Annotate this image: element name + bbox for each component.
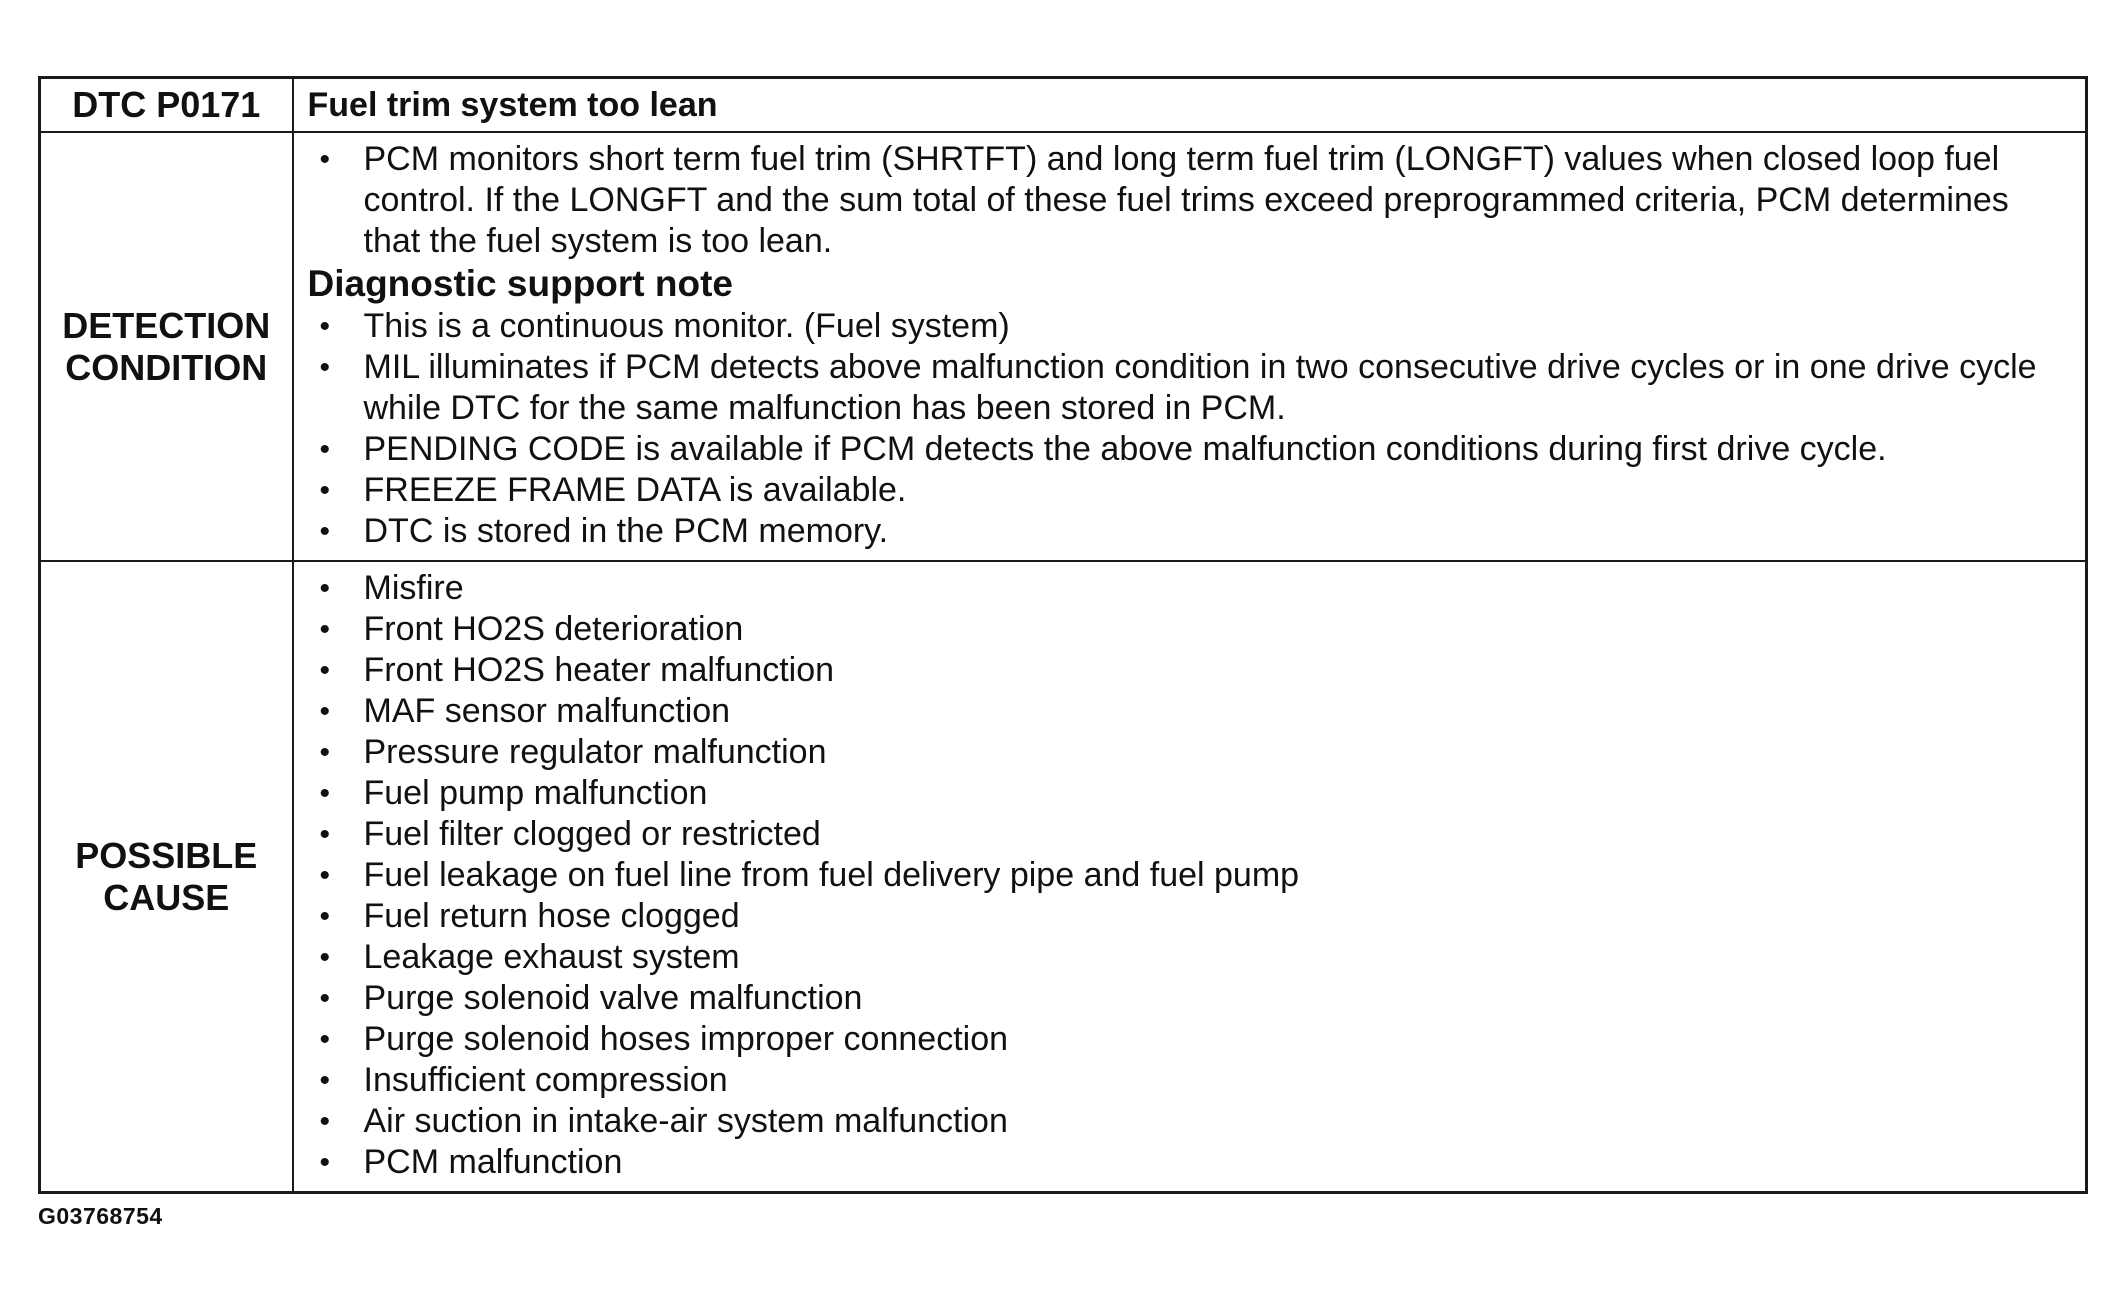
- list-item-text: Fuel pump malfunction: [363, 774, 708, 812]
- list-item-text: MIL illuminates if PCM detects above malfunction condition in two consecutive drive cycles or in one drive cycle while DTC for the same malfunction has been stored in PCM.: [363, 348, 2037, 427]
- bullet-icon: •: [319, 777, 331, 810]
- list-item-text: Front HO2S deterioration: [363, 610, 744, 648]
- bullet-icon: •: [319, 941, 331, 974]
- bullet-icon: •: [319, 433, 331, 466]
- dtc-code: DTC P0171: [40, 78, 293, 133]
- list-item: [308, 347, 2066, 429]
- cause-label: [40, 561, 293, 1193]
- list-item-text: Fuel leakage on fuel line from fuel delivery pipe and fuel pump: [363, 856, 1300, 894]
- detection-intro-list: [308, 139, 2066, 262]
- list-item-text: Fuel filter clogged or restricted: [363, 815, 821, 853]
- list-item-text: MAF sensor malfunction: [363, 692, 731, 730]
- list-item-text: This is a continuous monitor. (Fuel system): [363, 307, 1010, 345]
- list-item: [308, 1101, 2066, 1142]
- dtc-table: [38, 76, 2088, 1194]
- list-item-text: PENDING CODE is available if PCM detects the above malfunction conditions during first drive cycle.: [363, 430, 1887, 468]
- cause-list: [308, 568, 2066, 1183]
- bullet-icon: •: [319, 572, 331, 605]
- bullet-icon: •: [319, 351, 331, 384]
- bullet-icon: •: [319, 654, 331, 687]
- bullet-icon: •: [319, 859, 331, 892]
- bullet-icon: •: [319, 515, 331, 548]
- list-item: [308, 773, 2066, 814]
- bullet-icon: •: [319, 1023, 331, 1056]
- support-note-list: [308, 306, 2066, 552]
- dtc-title: Fuel trim system too lean: [293, 78, 2087, 133]
- detection-row: [40, 132, 2087, 561]
- list-item: [308, 511, 2066, 552]
- list-item: [308, 568, 2066, 609]
- bullet-icon: •: [319, 818, 331, 851]
- list-item-text: Pressure regulator malfunction: [363, 733, 827, 771]
- list-item-text: Fuel return hose clogged: [363, 897, 740, 935]
- list-item-text: DTC is stored in the PCM memory.: [363, 512, 889, 550]
- list-item-text: Purge solenoid hoses improper connection: [363, 1020, 1009, 1058]
- support-note-heading: Diagnostic support note: [307, 263, 733, 304]
- list-item-text: PCM monitors short term fuel trim (SHRTFT) and long term fuel trim (LONGFT) values when closed loop fuel control. If the LONGFT and the sum total of these fuel trims exceed preprogrammed criteria, PCM determines that the fuel system is too lean.: [363, 140, 2009, 260]
- bullet-icon: •: [319, 143, 331, 176]
- list-item-text: Leakage exhaust system: [363, 938, 740, 976]
- list-item-text: Air suction in intake-air system malfunction: [363, 1102, 1008, 1140]
- bullet-icon: •: [319, 982, 331, 1015]
- detection-label: [40, 132, 293, 561]
- list-item-text: Misfire: [363, 569, 464, 607]
- list-item: [308, 937, 2066, 978]
- bullet-icon: •: [319, 310, 331, 343]
- list-item: [308, 732, 2066, 773]
- bullet-icon: •: [319, 613, 331, 646]
- cause-label-line1: POSSIBLE: [75, 834, 258, 876]
- list-item: [308, 306, 2066, 347]
- list-item: [308, 1019, 2066, 1060]
- bullet-icon: •: [319, 900, 331, 933]
- list-item-text: Insufficient compression: [363, 1061, 728, 1099]
- list-item: [308, 429, 2066, 470]
- figure-id: G03768754: [38, 1203, 163, 1229]
- list-item: [308, 470, 2066, 511]
- list-item: [308, 896, 2066, 937]
- list-item: [308, 609, 2066, 650]
- list-item: [308, 814, 2066, 855]
- detection-label-line1: DETECTION: [62, 304, 271, 346]
- list-item: [308, 1142, 2066, 1183]
- list-item: [308, 139, 2066, 262]
- list-item: [308, 978, 2066, 1019]
- bullet-icon: •: [319, 1064, 331, 1097]
- list-item: [308, 650, 2066, 691]
- cause-label-line2: CAUSE: [103, 876, 230, 918]
- list-item-text: PCM malfunction: [363, 1143, 623, 1181]
- detection-content: [293, 132, 2087, 561]
- bullet-icon: •: [319, 1105, 331, 1138]
- list-item-text: Front HO2S heater malfunction: [363, 651, 835, 689]
- cause-row: [40, 561, 2087, 1193]
- bullet-icon: •: [319, 736, 331, 769]
- list-item-text: Purge solenoid valve malfunction: [363, 979, 863, 1017]
- cause-content: [293, 561, 2087, 1193]
- bullet-icon: •: [319, 1146, 331, 1179]
- header-row: [40, 78, 2087, 133]
- bullet-icon: •: [319, 695, 331, 728]
- detection-label-line2: CONDITION: [65, 346, 268, 388]
- list-item: [308, 691, 2066, 732]
- bullet-icon: •: [319, 474, 331, 507]
- list-item: [308, 855, 2066, 896]
- list-item: [308, 1060, 2066, 1101]
- list-item-text: FREEZE FRAME DATA is available.: [363, 471, 907, 509]
